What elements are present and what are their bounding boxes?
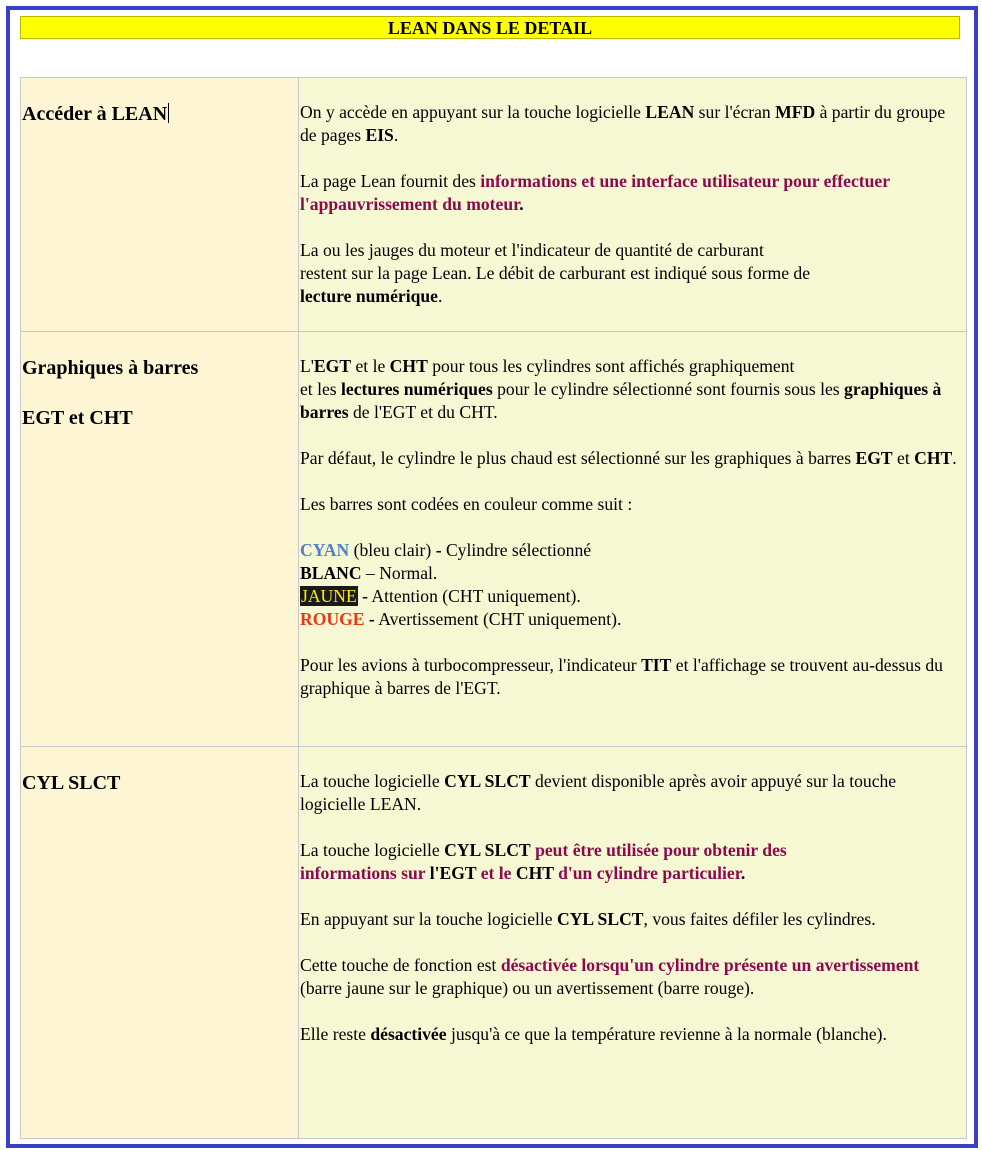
text-run: et le bbox=[476, 863, 516, 883]
text-run: CHT bbox=[515, 863, 554, 883]
text-run: ROUGE bbox=[300, 609, 365, 629]
row-heading-line: EGT et CHT bbox=[22, 407, 133, 429]
text-run: Cette touche de fonction est bbox=[300, 955, 501, 975]
body-paragraph bbox=[300, 239, 962, 308]
body-paragraph bbox=[300, 908, 962, 931]
text-run: Attention (CHT uniquement). bbox=[367, 586, 581, 606]
text-run: informations sur bbox=[300, 863, 430, 883]
text-run: (barre jaune sur le graphique) ou un avertissement (barre rouge). bbox=[300, 978, 755, 998]
text-run: désactivée lorsqu'un cylindre présente un avertissement bbox=[500, 955, 920, 975]
table-row bbox=[21, 332, 967, 747]
body-paragraph bbox=[300, 447, 962, 470]
row-heading-line: CYL SLCT bbox=[22, 772, 121, 794]
text-run: de l'EGT et du CHT. bbox=[348, 402, 498, 422]
text-run: , vous faites défiler les cylindres. bbox=[643, 909, 876, 929]
text-run: CHT bbox=[914, 448, 953, 468]
text-run: et les bbox=[300, 379, 342, 399]
text-run: à partir du groupe de pages bbox=[300, 102, 946, 145]
document-frame bbox=[6, 6, 978, 1148]
text-cursor bbox=[168, 103, 169, 123]
text-run: jusqu'à ce que la température revienne à la normale (blanche). bbox=[446, 1024, 887, 1044]
text-run: CYL SLCT bbox=[444, 771, 531, 791]
text-run: EGT bbox=[313, 356, 352, 376]
body-paragraph bbox=[300, 101, 962, 147]
text-run: lectures numériques bbox=[341, 379, 493, 399]
text-run: BLANC bbox=[300, 563, 362, 583]
row-body bbox=[300, 747, 962, 1046]
row-body bbox=[300, 78, 962, 308]
text-run: . bbox=[393, 125, 399, 145]
text-run: Avertissement (CHT uniquement). bbox=[374, 609, 622, 629]
body-paragraph bbox=[300, 839, 962, 885]
text-run: . bbox=[437, 286, 443, 306]
text-run: La ou les jauges du moteur et l'indicateur de quantité de carburant bbox=[300, 240, 764, 260]
text-run: CYAN bbox=[300, 540, 350, 560]
text-run: La touche logicielle bbox=[300, 771, 445, 791]
row-heading-cell bbox=[21, 747, 299, 1138]
row-heading bbox=[22, 78, 298, 126]
text-run: La page Lean fournit des bbox=[300, 171, 481, 191]
row-heading-line: Graphiques à barres bbox=[22, 357, 199, 379]
body-paragraph bbox=[300, 654, 962, 700]
text-run: L' bbox=[300, 356, 314, 376]
text-run: peut être utilisée pour obtenir des bbox=[535, 840, 787, 860]
text-run: Elle reste bbox=[300, 1024, 371, 1044]
yellow-highlight-text: JAUNE bbox=[301, 586, 357, 606]
text-run: CHT bbox=[389, 356, 428, 376]
text-run: et bbox=[892, 448, 915, 468]
text-run: d'un cylindre particulier bbox=[553, 863, 741, 883]
body-paragraph bbox=[300, 954, 962, 1000]
text-run: - bbox=[364, 609, 375, 629]
text-run: désactivée bbox=[370, 1024, 447, 1044]
text-run: EIS bbox=[365, 125, 394, 145]
text-run: lecture numérique bbox=[300, 286, 438, 306]
row-body-cell bbox=[299, 78, 967, 331]
text-run: devient disponible après avoir appuyé sur la touche logicielle LEAN. bbox=[300, 771, 897, 814]
text-run: graphiques à barres bbox=[300, 379, 942, 422]
text-run: sur l'écran bbox=[694, 102, 776, 122]
text-run: restent sur la page Lean. Le débit de carburant est indiqué sous forme de bbox=[300, 263, 811, 283]
row-body-cell bbox=[299, 747, 967, 1138]
document-title: LEAN DANS LE DETAIL bbox=[20, 16, 960, 39]
text-run: . bbox=[519, 194, 524, 214]
text-run: informations et une interface utilisateur pour effectuer l'appauvrissement du moteur bbox=[300, 171, 890, 214]
text-run: Par défaut, le cylindre le plus chaud est sélectionné sur les graphiques à barres bbox=[300, 448, 856, 468]
text-run: EGT bbox=[855, 448, 893, 468]
text-run: . bbox=[952, 448, 957, 468]
text-run: La touche logicielle bbox=[300, 840, 445, 860]
text-run: et le bbox=[351, 356, 390, 376]
text-run: pour tous les cylindres sont affichés graphiquement bbox=[427, 356, 795, 376]
table-row bbox=[21, 747, 967, 1139]
row-heading-line: Accéder à LEAN bbox=[22, 103, 168, 125]
text-run: – Normal. bbox=[361, 563, 438, 583]
content-table bbox=[20, 77, 967, 1139]
text-run: Cylindre sélectionné bbox=[441, 540, 592, 560]
text-run: CYL SLCT bbox=[444, 840, 531, 860]
text-run: l'EGT bbox=[429, 863, 477, 883]
text-run: et l'affichage se trouvent au-dessus du graphique à barres de l'EGT. bbox=[300, 655, 943, 698]
text-run: MFD bbox=[775, 102, 816, 122]
text-run: On y accède en appuyant sur la touche logicielle bbox=[300, 102, 646, 122]
text-run: - bbox=[435, 540, 442, 560]
body-paragraph bbox=[300, 493, 962, 516]
text-run: pour le cylindre sélectionné sont fournis sous les bbox=[492, 379, 845, 399]
text-run: (bleu clair) bbox=[349, 540, 436, 560]
table-row bbox=[21, 78, 967, 332]
row-heading-cell bbox=[21, 78, 299, 331]
text-run: En appuyant sur la touche logicielle bbox=[300, 909, 557, 929]
text-run: Les barres sont codées en couleur comme suit : bbox=[300, 494, 633, 514]
row-heading-cell bbox=[21, 332, 299, 746]
body-paragraph bbox=[300, 355, 962, 424]
row-body-cell bbox=[299, 332, 967, 746]
row-heading bbox=[22, 747, 298, 795]
body-paragraph bbox=[300, 539, 962, 631]
text-run: - bbox=[357, 586, 368, 606]
body-paragraph bbox=[300, 170, 962, 216]
text-run: TIT bbox=[641, 655, 672, 675]
row-body bbox=[300, 332, 962, 700]
body-paragraph bbox=[300, 1023, 962, 1046]
body-paragraph bbox=[300, 770, 962, 816]
text-run: . bbox=[740, 863, 746, 883]
text-run: LEAN bbox=[645, 102, 695, 122]
text-run: Pour les avions à turbocompresseur, l'indicateur bbox=[300, 655, 642, 675]
text-run: CYL SLCT bbox=[556, 909, 644, 929]
row-heading bbox=[22, 332, 298, 430]
